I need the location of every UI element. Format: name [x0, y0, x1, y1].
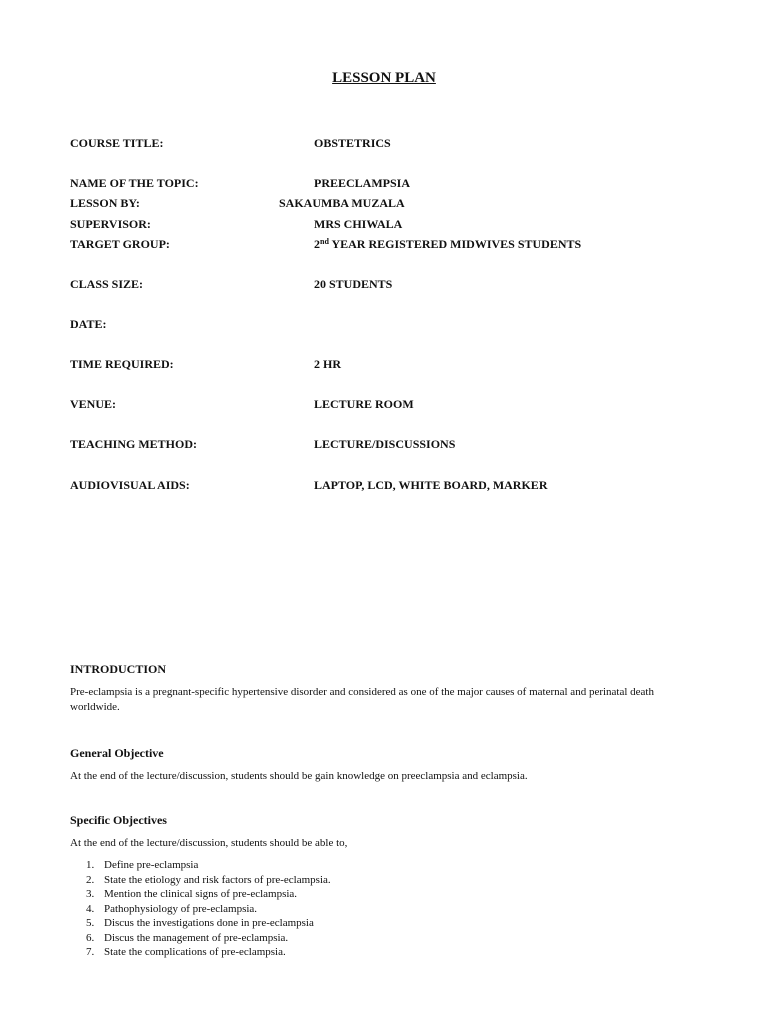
list-number: 6. — [86, 931, 95, 944]
list-text: Pathophysiology of pre-eclampsia. — [104, 902, 258, 915]
list-number: 5. — [86, 917, 95, 929]
target-group-text: YEAR REGISTERED MIDWIVES STUDENTS — [328, 237, 582, 251]
field-value: 20 STUDENTS — [314, 277, 393, 291]
general-objective-heading: General Objective — [70, 746, 164, 760]
field-label: DATE: — [70, 317, 107, 331]
list-text: Discus the management of pre-eclampsia. — [104, 931, 289, 944]
list-number: 2. — [86, 873, 95, 886]
list-number: 4. — [86, 902, 95, 915]
list-text: Discus the investigations done in pre-eclampsia — [104, 917, 314, 929]
field-label: SUPERVISOR: — [70, 217, 151, 231]
list-number: 3. — [86, 888, 95, 900]
ordinal-suffix: nd — [320, 237, 329, 246]
field-label: VENUE: — [70, 397, 117, 411]
introduction-heading: INTRODUCTION — [70, 662, 167, 676]
field-label: TIME REQUIRED: — [70, 357, 174, 371]
specific-objectives-intro: At the end of the lecture/discussion, students should be able to, — [70, 837, 348, 849]
field-value: LAPTOP, LCD, WHITE BOARD, MARKER — [314, 478, 548, 492]
field-value: 2 HR — [314, 357, 341, 371]
list-text: Mention the clinical signs of pre-eclampsia. — [104, 888, 298, 900]
list-number: 1. — [86, 859, 95, 871]
field-value — [314, 236, 581, 252]
list-text: State the complications of pre-eclampsia. — [104, 946, 286, 958]
field-value: PREECLAMPSIA — [314, 176, 411, 190]
field-label: AUDIOVISUAL AIDS: — [70, 478, 190, 492]
list-text: State the etiology and risk factors of pre-eclampsia. — [104, 873, 331, 886]
field-value: SAKAUMBA MUZALA — [279, 196, 405, 210]
field-label: COURSE TITLE: — [70, 136, 164, 150]
field-value: MRS CHIWALA — [314, 217, 403, 231]
field-label: LESSON BY: — [70, 196, 140, 210]
general-objective-text: At the end of the lecture/discussion, students should be gain knowledge on preeclampsia and eclampsia. — [70, 770, 528, 782]
field-value: LECTURE/DISCUSSIONS — [314, 437, 456, 451]
field-label: NAME OF THE TOPIC: — [70, 176, 199, 190]
field-value: OBSTETRICS — [314, 136, 391, 150]
field-label: TARGET GROUP: — [70, 237, 170, 251]
page-title: LESSON PLAN — [332, 70, 436, 86]
field-value: LECTURE ROOM — [314, 397, 414, 411]
field-label: CLASS SIZE: — [70, 277, 144, 291]
list-number: 7. — [86, 946, 95, 958]
introduction-text: Pre-eclampsia is a pregnant-specific hypertensive disorder and considered as one of the major causes of maternal and perinatal death worldwide. — [70, 686, 654, 713]
list-text: Define pre-eclampsia — [104, 859, 199, 871]
year-number: 2 — [314, 237, 320, 251]
field-label: TEACHING METHOD: — [70, 437, 198, 451]
specific-objectives-heading: Specific Objectives — [70, 813, 167, 827]
